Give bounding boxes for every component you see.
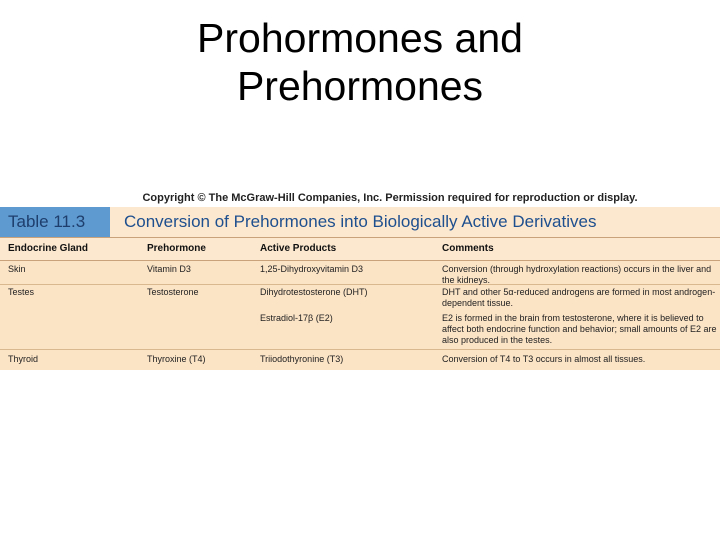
header-active-products: Active Products <box>260 243 337 254</box>
table-number: Table 11.3 <box>0 207 110 237</box>
cell-gland: Testes <box>8 287 35 297</box>
cell-comment: Conversion of T4 to T3 occurs in almost all tissues. <box>442 354 646 364</box>
table-header-row <box>0 237 720 261</box>
cell-gland: Skin <box>8 264 26 274</box>
table-row <box>0 351 720 369</box>
table-row <box>0 311 720 350</box>
cell-comment: Conversion (through hydroxylation reactions) occurs in the liver and the kidneys. <box>442 264 712 285</box>
copyright-notice: Copyright © The McGraw-Hill Companies, Inc. Permission required for reproduction or display. <box>142 192 638 204</box>
cell-comment: E2 is formed in the brain from testosterone, where it is believed to affect both endocrine function and behavior; small amounts of E2 are also produced in the testes. <box>442 313 717 345</box>
header-endocrine-gland: Endocrine Gland <box>8 243 89 254</box>
prehormone-table <box>0 207 720 370</box>
cell-product: Triiodothyronine (T3) <box>260 354 344 364</box>
cell-product: Dihydrotestosterone (DHT) <box>260 287 368 297</box>
cell-prehormone: Vitamin D3 <box>147 264 191 274</box>
slide-title <box>0 14 720 110</box>
cell-product: Estradiol-17β (E2) <box>260 313 333 323</box>
cell-prehormone: Testosterone <box>147 287 199 297</box>
slide-title-line-2: Prehormones <box>236 63 484 109</box>
cell-gland: Thyroid <box>8 354 39 364</box>
cell-product: 1,25-Dihydroxyvitamin D3 <box>260 264 364 274</box>
cell-prehormone: Thyroxine (T4) <box>147 354 206 364</box>
header-prehormone: Prehormone <box>147 243 206 254</box>
table-caption <box>0 207 720 237</box>
cell-comment: DHT and other 5α-reduced androgens are formed in most androgen-dependent tissue. <box>442 287 716 308</box>
table-title: Conversion of Prehormones into Biologically Active Derivatives <box>124 212 597 231</box>
table-row <box>0 260 720 285</box>
table-row <box>0 285 720 309</box>
header-comments: Comments <box>442 243 494 254</box>
slide-title-line-1: Prohormones and <box>197 15 523 61</box>
